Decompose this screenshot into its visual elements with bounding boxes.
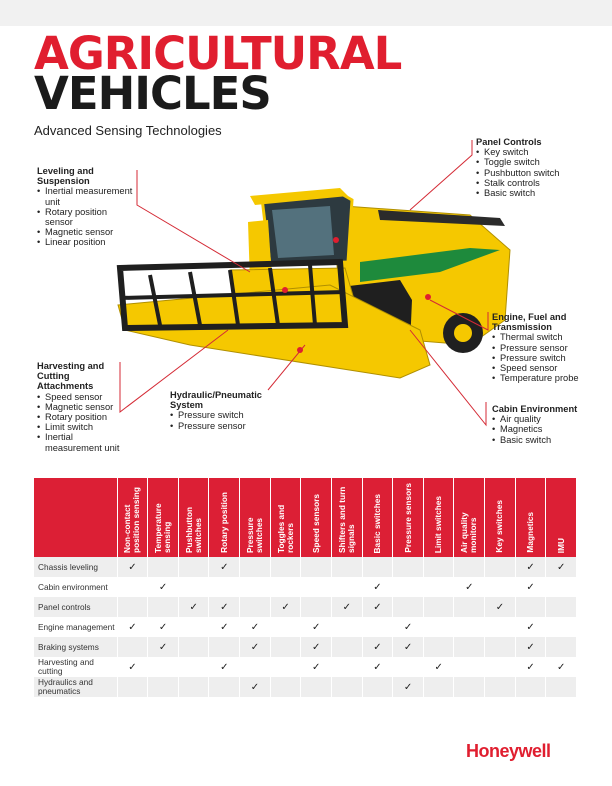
table-cell [362, 597, 393, 617]
check-icon: ✓ [250, 621, 260, 633]
table-cell [270, 637, 301, 657]
table-cell [117, 677, 148, 697]
table-cell [423, 557, 454, 577]
table-cell [270, 597, 301, 617]
table-header-row [34, 478, 577, 557]
table-row [34, 617, 577, 637]
table-cell [117, 577, 148, 597]
table-cell [362, 657, 393, 677]
table-cell [423, 637, 454, 657]
callout-engine-item: • Pressure switch [492, 353, 592, 363]
title-line-2: VEHICLES [34, 67, 271, 120]
table-cell [485, 637, 516, 657]
table-cell [331, 617, 362, 637]
table-cell [423, 577, 454, 597]
callout-engine-item: • Pressure sensor [492, 343, 592, 353]
table-cell [178, 677, 209, 697]
check-icon: ✓ [526, 581, 535, 593]
table-row [34, 577, 577, 597]
table-cell [209, 617, 240, 637]
table-cell [178, 557, 209, 577]
callout-panel-item: • Basic switch [476, 188, 586, 198]
check-icon: ✓ [281, 601, 290, 613]
table-cell [178, 577, 209, 597]
check-icon: ✓ [158, 641, 168, 653]
check-icon: ✓ [128, 561, 137, 573]
column-header-label: Rotary position [218, 492, 229, 553]
table-cell [546, 557, 577, 577]
table-cell [485, 677, 516, 697]
row-label: Cabin environment [34, 577, 117, 597]
table-cell [515, 677, 546, 697]
check-icon: ✓ [373, 641, 382, 653]
table-cell [362, 677, 393, 697]
callout-leveling-item: • Inertial measurement unit [37, 186, 137, 206]
table-row [34, 677, 577, 697]
table-cell [454, 637, 485, 657]
check-icon: ✓ [526, 661, 535, 673]
check-icon: ✓ [434, 661, 443, 673]
column-header [301, 478, 332, 557]
callout-hydraulic-head: Hydraulic/Pneumatic System [170, 390, 262, 411]
table-cell [515, 577, 546, 597]
table-cell [454, 577, 485, 597]
column-header [240, 478, 271, 557]
callout-harvesting-item: • Magnetic sensor [37, 402, 127, 412]
table-cell [454, 677, 485, 697]
table-cell [331, 657, 362, 677]
check-icon: ✓ [526, 561, 535, 573]
callout-harvesting-cutting [37, 361, 127, 453]
table-cell [117, 657, 148, 677]
row-label: Chassis leveling [34, 557, 117, 577]
callout-leveling-item: • Linear position [37, 237, 137, 247]
column-header [148, 478, 179, 557]
table-cell [117, 617, 148, 637]
table-cell [515, 617, 546, 637]
table-cell [362, 637, 393, 657]
subtitle: Advanced Sensing Technologies [34, 123, 222, 138]
callout-engine-item: • Temperature probe [492, 373, 592, 383]
table-cell [148, 597, 179, 617]
table-cell [423, 657, 454, 677]
callout-panel-item: • Stalk controls [476, 178, 586, 188]
table-cell [178, 657, 209, 677]
table-cell [331, 557, 362, 577]
table-cell [362, 557, 393, 577]
table-cell [240, 677, 271, 697]
column-header-label: Limit switches [433, 495, 444, 553]
column-header-label: Pushbutton switches [183, 506, 203, 553]
column-header [393, 478, 424, 557]
table-cell [178, 597, 209, 617]
table-cell [515, 637, 546, 657]
callout-cabin-head: Cabin Environment [492, 404, 578, 414]
row-label: Panel controls [34, 597, 117, 617]
table-cell [240, 557, 271, 577]
column-header [485, 478, 516, 557]
row-label: Hydraulics and pneumatics [34, 677, 117, 697]
table-cell [331, 577, 362, 597]
table-cell [270, 557, 301, 577]
table-cell [485, 557, 516, 577]
table-cell [393, 577, 424, 597]
callout-panel-controls [476, 137, 586, 198]
table-cell [209, 577, 240, 597]
table-cell [393, 597, 424, 617]
column-header-label: Temperature sensing [153, 503, 173, 553]
table-cell [270, 577, 301, 597]
callout-cabin-item: • Basic switch [492, 435, 592, 445]
column-header-label: Speed sensors [310, 493, 321, 553]
table-cell [301, 597, 332, 617]
check-icon: ✓ [220, 601, 229, 613]
column-header [117, 478, 148, 557]
column-header-label: Pressure switches [244, 517, 264, 553]
check-icon: ✓ [495, 601, 505, 613]
check-icon: ✓ [403, 681, 413, 693]
table-cell [148, 637, 179, 657]
callout-leveling-item: • Magnetic sensor [37, 227, 137, 237]
table-cell [209, 597, 240, 617]
column-header-label: Shifters and turn signals [336, 486, 356, 553]
table-cell [301, 637, 332, 657]
table-cell [362, 617, 393, 637]
callout-harvesting-head: Harvesting and Cutting Attachments [37, 361, 105, 392]
callout-hydraulic-item: • Pressure sensor [170, 421, 270, 431]
table-cell [301, 677, 332, 697]
table-cell [178, 617, 209, 637]
table-cell [546, 597, 577, 617]
callout-cabin-item: • Air quality [492, 414, 592, 424]
table-cell [393, 557, 424, 577]
column-header-label: Toggles and rockers [275, 504, 295, 553]
column-header-label: Key switches [494, 500, 505, 553]
table-cell [301, 557, 332, 577]
callout-engine-item: • Thermal switch [492, 332, 592, 342]
table-cell [515, 557, 546, 577]
callout-harvesting-item: • Rotary position [37, 412, 127, 422]
table-cell [485, 657, 516, 677]
table-cell [546, 637, 577, 657]
check-icon: ✓ [526, 621, 535, 633]
column-header [209, 478, 240, 557]
column-header-label: Air quality monitors [459, 512, 479, 553]
table-row [34, 597, 577, 617]
table-cell [148, 677, 179, 697]
callout-leveling-suspension [37, 166, 137, 248]
check-icon: ✓ [403, 621, 413, 633]
table-cell [485, 617, 516, 637]
table-cell [515, 657, 546, 677]
table-cell [485, 597, 516, 617]
column-header [270, 478, 301, 557]
callout-cabin-item: • Magnetics [492, 424, 592, 434]
column-header-label: Non-contact position sensing [122, 487, 142, 553]
check-icon: ✓ [526, 641, 535, 653]
check-icon: ✓ [373, 601, 382, 613]
table-cell [240, 597, 271, 617]
table-cell [454, 597, 485, 617]
callout-engine-fuel-transmission [492, 312, 592, 383]
callout-panel-item: • Key switch [476, 147, 586, 157]
table-cell [454, 557, 485, 577]
row-label: Harvesting and cutting [34, 657, 117, 677]
check-icon: ✓ [556, 661, 566, 673]
table-row [34, 657, 577, 677]
table-cell [148, 557, 179, 577]
check-icon: ✓ [311, 621, 321, 633]
table-cell [270, 657, 301, 677]
callout-hydraulic-pneumatic [170, 390, 270, 431]
check-icon: ✓ [342, 601, 351, 613]
table-cell [209, 557, 240, 577]
table-cell [454, 657, 485, 677]
table-cell [148, 657, 179, 677]
table-cell [240, 577, 271, 597]
table-cell [117, 597, 148, 617]
title-line-1: AGRICULTURAL [34, 27, 402, 80]
table-cell [209, 677, 240, 697]
column-header-label: Pressure sensors [402, 483, 413, 553]
sensor-application-table [34, 478, 577, 697]
check-icon: ✓ [311, 641, 321, 653]
column-header-label: Basic switches [371, 493, 382, 553]
column-header [423, 478, 454, 557]
column-header [331, 478, 362, 557]
column-header-label: IMU [555, 537, 566, 553]
table-cell [270, 677, 301, 697]
callout-cabin-environment [492, 404, 592, 445]
check-icon: ✓ [250, 641, 260, 653]
table-body [34, 557, 577, 697]
table-cell [331, 637, 362, 657]
row-label: Braking systems [34, 637, 117, 657]
table-cell [454, 617, 485, 637]
check-icon: ✓ [311, 661, 321, 673]
table-cell [331, 677, 362, 697]
table-cell [546, 617, 577, 637]
check-icon: ✓ [220, 621, 229, 633]
table-cell [240, 617, 271, 637]
check-icon: ✓ [250, 681, 260, 693]
check-icon: ✓ [128, 661, 137, 673]
table-corner [34, 478, 117, 557]
check-icon: ✓ [220, 561, 229, 573]
row-label: Engine management [34, 617, 117, 637]
column-header [178, 478, 209, 557]
callout-panel-item: • Toggle switch [476, 157, 586, 167]
callout-harvesting-item: • Limit switch [37, 422, 127, 432]
column-header [546, 478, 577, 557]
table-cell [423, 677, 454, 697]
column-header [515, 478, 546, 557]
table-cell [423, 597, 454, 617]
column-header [454, 478, 485, 557]
check-icon: ✓ [189, 601, 198, 613]
table-cell [393, 677, 424, 697]
table-row [34, 637, 577, 657]
table-cell [117, 637, 148, 657]
check-icon: ✓ [465, 581, 474, 593]
honeywell-logo: Honeywell [466, 741, 551, 761]
table-cell [270, 617, 301, 637]
table-cell [331, 597, 362, 617]
table-cell [393, 617, 424, 637]
table-row [34, 557, 577, 577]
column-header-label: Magnetics [525, 512, 536, 553]
table-cell [423, 617, 454, 637]
table-cell [178, 637, 209, 657]
callout-panel-item: • Pushbutton switch [476, 168, 586, 178]
table-cell [209, 657, 240, 677]
table-cell [515, 597, 546, 617]
check-icon: ✓ [403, 641, 413, 653]
callout-harvesting-item: • Speed sensor [37, 392, 127, 402]
table-cell [546, 677, 577, 697]
table-cell [301, 657, 332, 677]
callout-panel-head: Panel Controls [476, 137, 542, 147]
callout-leveling-head: Leveling and Suspension [37, 166, 94, 187]
callout-hydraulic-item: • Pressure switch [170, 410, 270, 420]
column-header [362, 478, 393, 557]
callout-engine-item: • Speed sensor [492, 363, 592, 373]
table-cell [393, 637, 424, 657]
table-cell [240, 637, 271, 657]
check-icon: ✓ [158, 581, 168, 593]
table-cell [485, 577, 516, 597]
table-cell [301, 617, 332, 637]
table-cell [362, 577, 393, 597]
table-cell [393, 657, 424, 677]
table-cell [301, 577, 332, 597]
callout-engine-head: Engine, Fuel and Transmission [492, 312, 567, 333]
check-icon: ✓ [373, 581, 382, 593]
callout-harvesting-item: • Inertial measurement unit [37, 432, 127, 452]
callout-leveling-item: • Rotary position sensor [37, 207, 137, 227]
table-cell [546, 657, 577, 677]
table-cell [209, 637, 240, 657]
table-cell [546, 577, 577, 597]
check-icon: ✓ [158, 621, 168, 633]
check-icon: ✓ [128, 621, 137, 633]
check-icon: ✓ [373, 661, 382, 673]
check-icon: ✓ [556, 561, 566, 573]
table-cell [117, 557, 148, 577]
table-cell [148, 577, 179, 597]
table-cell [148, 617, 179, 637]
table-cell [240, 657, 271, 677]
check-icon: ✓ [220, 661, 229, 673]
